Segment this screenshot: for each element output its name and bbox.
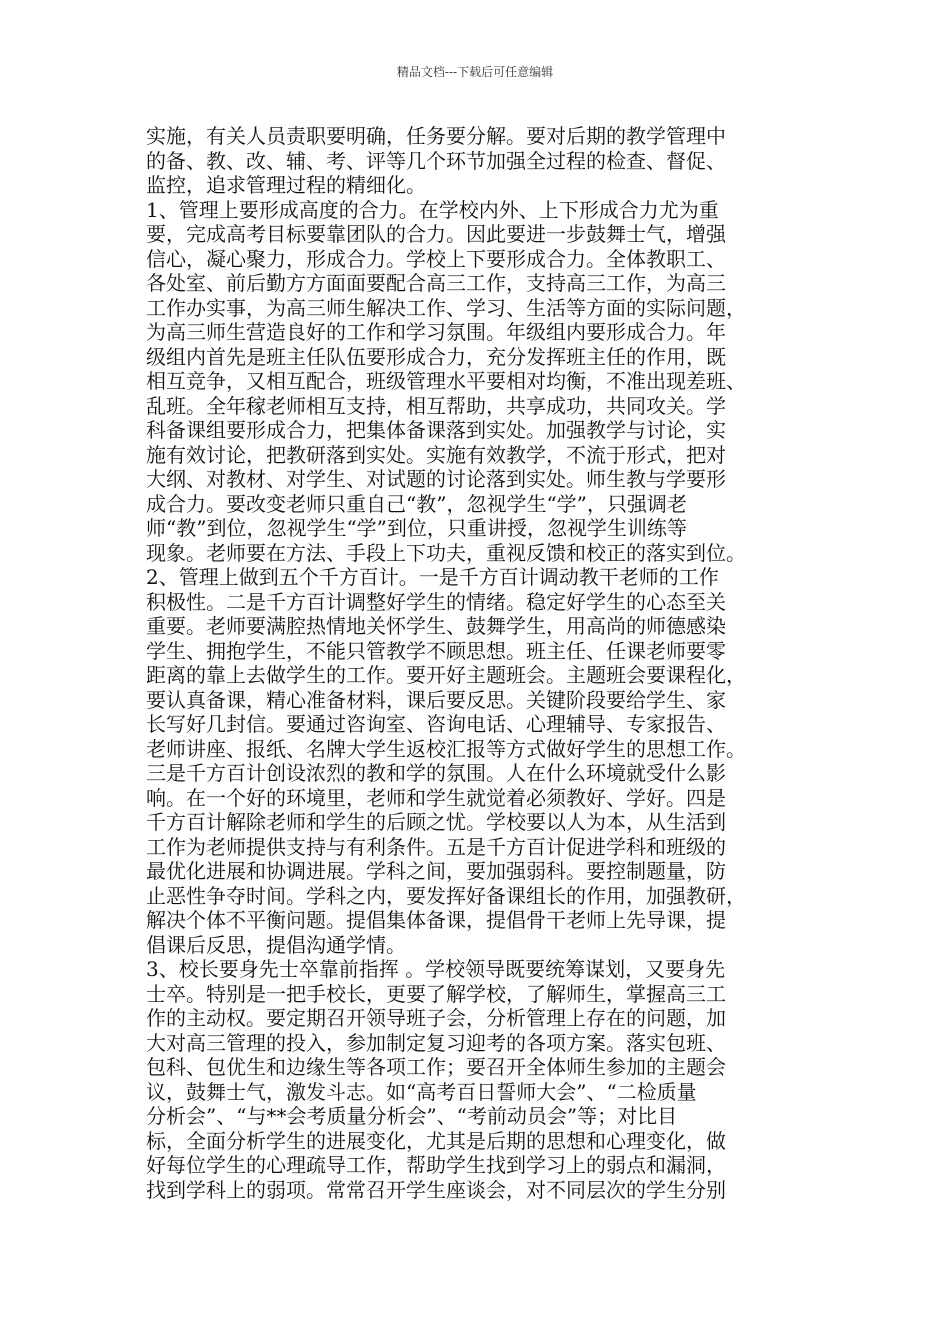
text-line: 要，完成高考目标要靠团队的合力。因此要进一步鼓舞士气，增强 — [146, 222, 726, 246]
text-line: 乱班。全年稼老师相互支持，相互帮助，共享成功，共同攻关。学 — [146, 393, 726, 418]
text-line: 现象。老师要在方法、手段上下功夫，重视反馈和校正的落实到位。 — [146, 540, 746, 565]
document-body — [146, 124, 810, 1202]
text-line: 学生、拥抱学生，不能只管教学不顾思想。班主任、任课老师要零 — [146, 638, 726, 663]
text-line: 响。在一个好的环境里，老师和学生就觉着必须教好、学好。四是 — [146, 785, 726, 810]
text-line: 相互竞争，又相互配合，班级管理水平要相对均衡，不准出现差班、 — [146, 369, 746, 393]
text-line: 距离的靠上去做学生的工作。要开好主题班会。主题班会要课程化， — [146, 663, 746, 687]
text-line: 三是千方百计创设浓烈的教和学的氛围。人在什么环境就受什么影 — [146, 761, 726, 785]
text-line: 各处室、前后勤方方面面要配合高三工作，支持高三工作，为高三 — [146, 271, 726, 295]
text-line: 倡课后反思，提倡沟通学情。 — [146, 932, 406, 957]
text-line: 科备课组要形成合力，把集体备课落到实处。加强教学与讨论，实 — [146, 418, 726, 442]
text-line: 大对高三管理的投入，参加制定复习迎考的各项方案。落实包班、 — [146, 1030, 726, 1055]
text-line: 的备、教、改、辅、考、评等几个环节加强全过程的检查、督促、 — [146, 148, 726, 173]
text-line: 工作办实事，为高三师生解决工作、学习、生活等方面的实际问题， — [146, 295, 746, 320]
text-line: 千方百计解除老师和学生的后顾之忧。学校要以人为本，从生活到 — [146, 810, 726, 834]
text-line: 作的主动权。要定期召开领导班子会，分析管理上存在的问题，加 — [146, 1006, 726, 1030]
text-line: 级组内首先是班主任队伍要形成合力，充分发挥班主任的作用，既 — [146, 344, 726, 369]
text-line: 标，全面分析学生的进展变化，尤其是后期的思想和心理变化，做 — [146, 1128, 726, 1153]
text-line: 包科、包优生和边缘生等各项工作；要召开全体师生参加的主题会 — [146, 1055, 726, 1079]
text-line: 要认真备课，精心准备材料，课后要反思。关键阶段要给学生、家 — [146, 687, 726, 712]
page-header: 精品文档---下载后可任意编辑 — [396, 65, 554, 79]
text-line: 分析会”、“与**会考质量分析会”、“考前动员会”等；对比目 — [146, 1104, 678, 1128]
text-line: 止恶性争夺时间。学科之内，要发挥好备课组长的作用，加强教研， — [146, 883, 746, 908]
text-line: 议，鼓舞士气，激发斗志。如“高考百日誓师大会”、“二检质量 — [146, 1079, 697, 1104]
text-line: 2、管理上做到五个千方百计。一是千方百计调动教干老师的工作 — [146, 565, 719, 589]
text-line: 解决个体不平衡问题。提倡集体备课，提倡骨干老师上先导课，提 — [146, 908, 726, 932]
text-line: 施有效讨论，把教研落到实处。实施有效教学，不流于形式，把对 — [146, 442, 726, 467]
text-line: 信心，凝心聚力，形成合力。学校上下要形成合力。全体教职工、 — [146, 246, 726, 271]
text-line: 监控，追求管理过程的精细化。 — [146, 173, 426, 197]
text-line: 3、校长要身先士卒靠前指挥 。学校领导既要统筹谋划，又要身先 — [146, 957, 726, 981]
text-line: 大纲、对教材、对学生、对试题的讨论落到实处。师生教与学要形 — [146, 467, 726, 491]
text-line: 为高三师生营造良好的工作和学习氛围。年级组内要形成合力。年 — [146, 320, 726, 344]
text-line: 最优化进展和协调进展。学科之间，要加强弱科。要控制题量，防 — [146, 859, 726, 883]
text-line: 士卒。特别是一把手校长，更要了解学校，了解师生，掌握高三工 — [146, 981, 726, 1006]
text-line: 积极性。二是千方百计调整好学生的情绪。稳定好学生的心态至关 — [146, 589, 726, 614]
text-line: 老师讲座、报纸、名牌大学生返校汇报等方式做好学生的思想工作。 — [146, 736, 746, 761]
text-line: 工作为老师提供支持与有利条件。五是千方百计促进学科和班级的 — [146, 834, 726, 859]
text-line: 找到学科上的弱项。常常召开学生座谈会，对不同层次的学生分别 — [146, 1177, 726, 1202]
text-line: 长写好几封信。要通过咨询室、咨询电话、心理辅导、专家报告、 — [146, 712, 726, 736]
text-line: 实施，有关人员责职要明确，任务要分解。要对后期的教学管理中 — [146, 124, 726, 148]
text-line: 好每位学生的心理疏导工作，帮助学生找到学习上的弱点和漏洞， — [146, 1153, 726, 1177]
text-line: 1、管理上要形成高度的合力。在学校内外、上下形成合力尤为重 — [146, 197, 719, 222]
text-line: 重要。老师要满腔热情地关怀学生、鼓舞学生，用高尚的师德感染 — [146, 614, 726, 638]
text-line: 成合力。要改变老师只重自己“教”，忽视学生“学”，只强调老 — [146, 491, 687, 516]
text-line: 师“教”到位，忽视学生“学”到位，只重讲授，忽视学生训练等 — [146, 516, 687, 540]
